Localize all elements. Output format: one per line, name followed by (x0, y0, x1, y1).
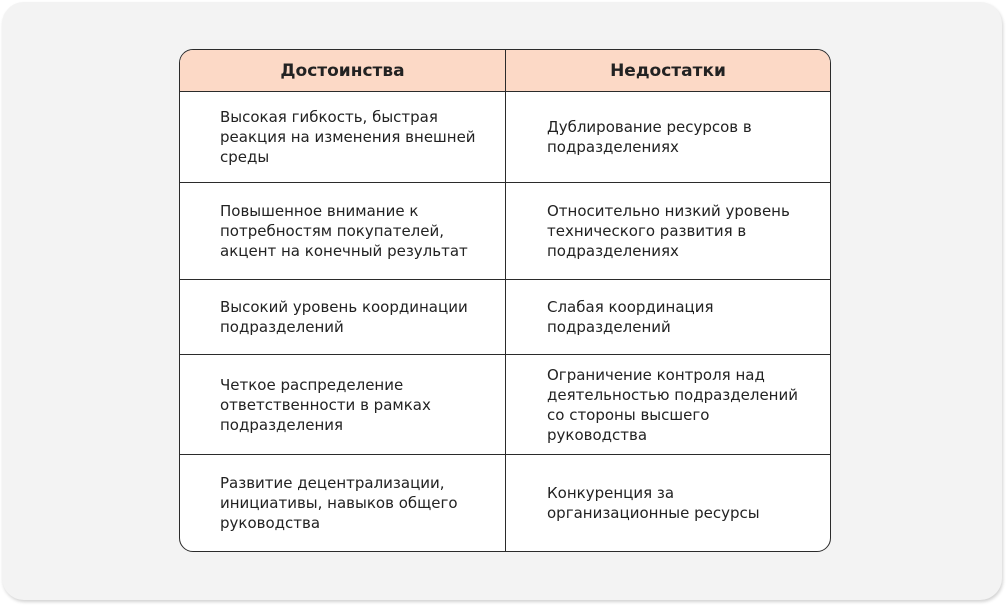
disadvantage-cell: Конкуренция за организационные ресурсы (547, 484, 760, 522)
disadvantage-cell: Слабая координация подразделений (506, 280, 830, 355)
header-advantages: Достоинства (180, 50, 506, 92)
header-disadvantages: Недостатки (506, 50, 830, 92)
advantage-cell: Высокая гибкость, быстрая реакция на изменения внешней среды (180, 92, 506, 183)
disadvantage-cell: Ограничение контроля над деятельностью подразделений со стороны высшего руководства (506, 355, 830, 455)
advantage-cell: Четкое распределение ответственности в рамках подразделения (180, 355, 506, 455)
disadvantage-cell: Относительно низкий уровень технического развития в подразделениях (506, 183, 830, 280)
disadvantage-cell: Дублирование ресурсов в подразделениях (506, 92, 830, 183)
pros-cons-table (179, 49, 831, 552)
advantage-cell: Высокий уровень координации подразделений (180, 280, 506, 355)
card-background (2, 2, 1002, 600)
advantage-cell: Повышенное внимание к потребностям покупателей, акцент на конечный результат (180, 183, 506, 280)
advantage-cell: Развитие децентрализации, инициативы, навыков общего руководства (180, 455, 506, 551)
